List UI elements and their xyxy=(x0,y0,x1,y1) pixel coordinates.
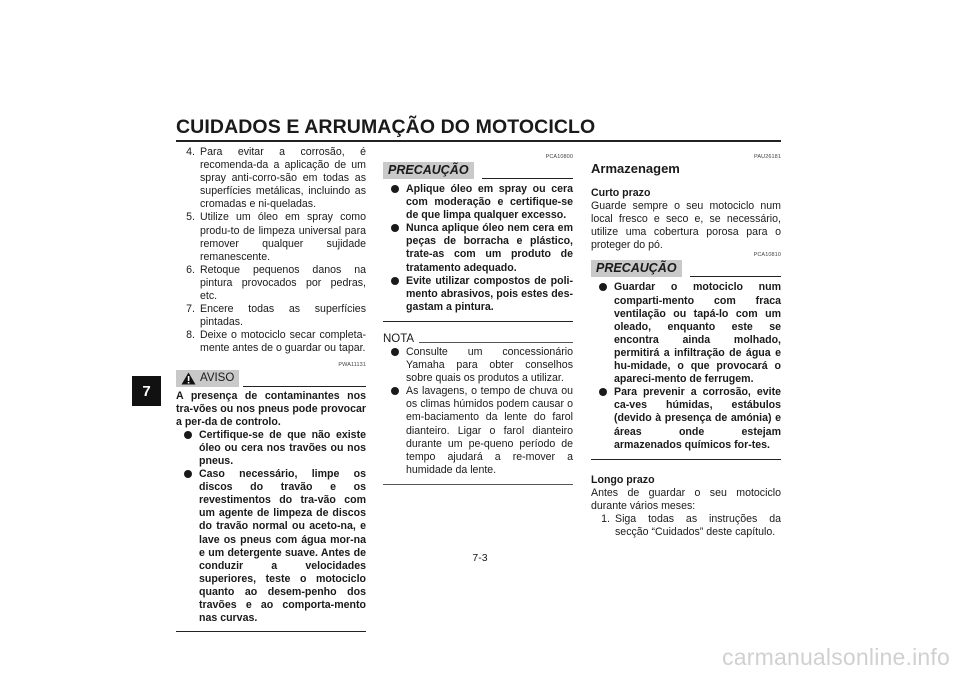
note-bullet-text: As lavagens, o tempo de chuva ou os climas húmidos podem causar o em-baciamento da lente do farol dianteiro. Ligar o farol dianteiro durante um pe-queno período de tempo ajudará a re-mover a humidade da lente. xyxy=(406,385,573,476)
caution-bullet xyxy=(383,183,573,222)
long-term-text: Antes de guardar o seu motociclo durante vários meses: xyxy=(591,486,781,512)
note-bullet-text: Consulte um concessionário Yamaha para obter conselhos sobre quais os produtos a utilizar. xyxy=(406,345,573,385)
bullet-dot-icon xyxy=(383,183,406,222)
title-rule xyxy=(176,140,781,142)
warning-bottom-rule xyxy=(176,631,366,632)
step-number: 8. xyxy=(186,329,195,342)
caution-bullet-text: Evite utilizar compostos de poli-mento abrasivos, pois estes des-gastam a pintura. xyxy=(406,274,573,313)
caution-header-line xyxy=(482,178,573,179)
caution-label: PRECAUÇÃO xyxy=(591,260,682,277)
step-text: Siga todas as instruções da secção “Cuidados” deste capítulo. xyxy=(615,512,781,539)
warning-bullet xyxy=(176,468,366,625)
warning-bullet-text: Certifique-se de que não existe óleo ou cera nos travões ou nos pneus. xyxy=(199,428,366,467)
column-right xyxy=(591,146,781,539)
short-term-text: Guarde sempre o seu motociclo num local fresco e seco e, se necessário, utilize uma cobertura porosa para o proteger do pó. xyxy=(591,200,781,252)
page-title: CUIDADOS E ARRUMAÇÃO DO MOTOCICLO xyxy=(176,116,596,138)
watermark: carmanualsonline.info xyxy=(722,644,950,670)
page-number: 7-3 xyxy=(472,552,488,564)
caution-bullet xyxy=(591,386,781,451)
caution-bullet-text: Aplique óleo em spray ou cera com moderação e certifique-se de que limpa qualquer excesso. xyxy=(406,183,573,222)
warning-bullet xyxy=(176,429,366,468)
bullet-dot-icon xyxy=(383,385,406,477)
caution-header-line xyxy=(690,276,781,277)
step-item xyxy=(591,513,781,539)
warning-label xyxy=(176,370,239,387)
caution-bullet-text: Nunca aplique óleo nem cera em peças de borracha e plástico, trate-as com um produto de tratamento adequado. xyxy=(406,222,573,274)
step-number: 7. xyxy=(186,303,195,316)
caution-bullet-text: Guardar o motociclo num comparti-mento com fraca ventilação ou tapá-lo com um oleado, enquanto este se encontra ainda molhado, permitirá a infiltração de água e hu-midade, o que provocará o apareci-mento de ferrugem. xyxy=(614,281,781,386)
note-bullet xyxy=(383,385,573,477)
warning-code: PWA11131 xyxy=(338,361,366,368)
step-item xyxy=(176,329,366,355)
step-number: 4. xyxy=(186,146,195,158)
bullet-dot-icon xyxy=(591,386,614,451)
section-title: Armazenagem xyxy=(591,161,680,176)
note-header xyxy=(383,331,573,346)
column-middle xyxy=(383,146,573,485)
note-label: NOTA xyxy=(383,332,415,345)
bullet-dot-icon xyxy=(176,429,199,468)
chapter-tab: 7 xyxy=(132,376,161,406)
caution-code: PCA10810 xyxy=(753,252,781,259)
warning-header-line xyxy=(243,386,366,387)
warning-label-text: AVISO xyxy=(200,371,235,384)
short-term-title: Curto prazo xyxy=(591,187,651,199)
step-number: 5. xyxy=(186,211,195,224)
caution-bullet xyxy=(383,222,573,274)
caution-label: PRECAUÇÃO xyxy=(383,162,474,179)
bullet-dot-icon xyxy=(383,275,406,314)
step-text: Encere todas as superfícies pintadas. xyxy=(200,303,366,329)
caution-code: PCA10800 xyxy=(545,154,573,160)
note-bullet xyxy=(383,346,573,385)
step-item xyxy=(176,264,366,303)
step-item xyxy=(176,146,366,211)
warning-intro: A presença de contaminantes nos tra-vões ou nos pneus pode provocar a per-da de controlo. xyxy=(176,389,366,428)
bullet-dot-icon xyxy=(383,222,406,274)
bullet-dot-icon xyxy=(383,346,406,385)
step-text: Para evitar a corrosão, é recomenda-da a aplicação de um spray anti-corro-são em todas as superfícies metálicas, incluindo as cromadas e ni-queladas. xyxy=(200,146,366,211)
caution-header xyxy=(383,161,573,179)
step-text: Utilize um óleo em spray como produ-to de limpeza universal para remover qualquer sujidade remanescente. xyxy=(200,211,366,263)
step-item xyxy=(176,211,366,263)
section-code: PAU26181 xyxy=(754,154,781,160)
caution-bullet xyxy=(383,275,573,314)
caution-bullet-text: Para prevenir a corrosão, evite ca-ves húmidas, estábulos (devido à presença de amónia) e áreas onde estejam armazenados químicos for-tes. xyxy=(614,386,781,451)
warning-triangle-icon xyxy=(181,372,196,385)
caution-header xyxy=(591,259,781,277)
warning-bullet-text: Caso necessário, limpe os discos do travão e os revestimentos do tra-vão com um agente de limpeza de discos do travão normal ou aceto-na, e lave os pneus com água mor-na e um detergente suave. Antes de conduzir a velocidades superiores, teste o motociclo quanto ao desem-penho dos travões e ao comporta-mento nas curvas. xyxy=(199,468,366,625)
long-term-title: Longo prazo xyxy=(591,473,655,486)
step-item xyxy=(176,303,366,329)
step-number: 6. xyxy=(186,263,195,276)
step-text: Deixe o motociclo secar completa-mente antes de o guardar ou tapar. xyxy=(200,329,366,355)
note-header-line xyxy=(419,342,573,343)
step-number: 1. xyxy=(601,512,610,525)
step-text: Retoque pequenos danos na pintura provocados por pedras, etc. xyxy=(200,263,366,303)
bullet-dot-icon xyxy=(591,281,614,386)
note-bottom-rule xyxy=(383,484,573,485)
warning-header xyxy=(176,369,366,387)
caution-bullet xyxy=(591,281,781,386)
bullet-dot-icon xyxy=(176,468,199,625)
